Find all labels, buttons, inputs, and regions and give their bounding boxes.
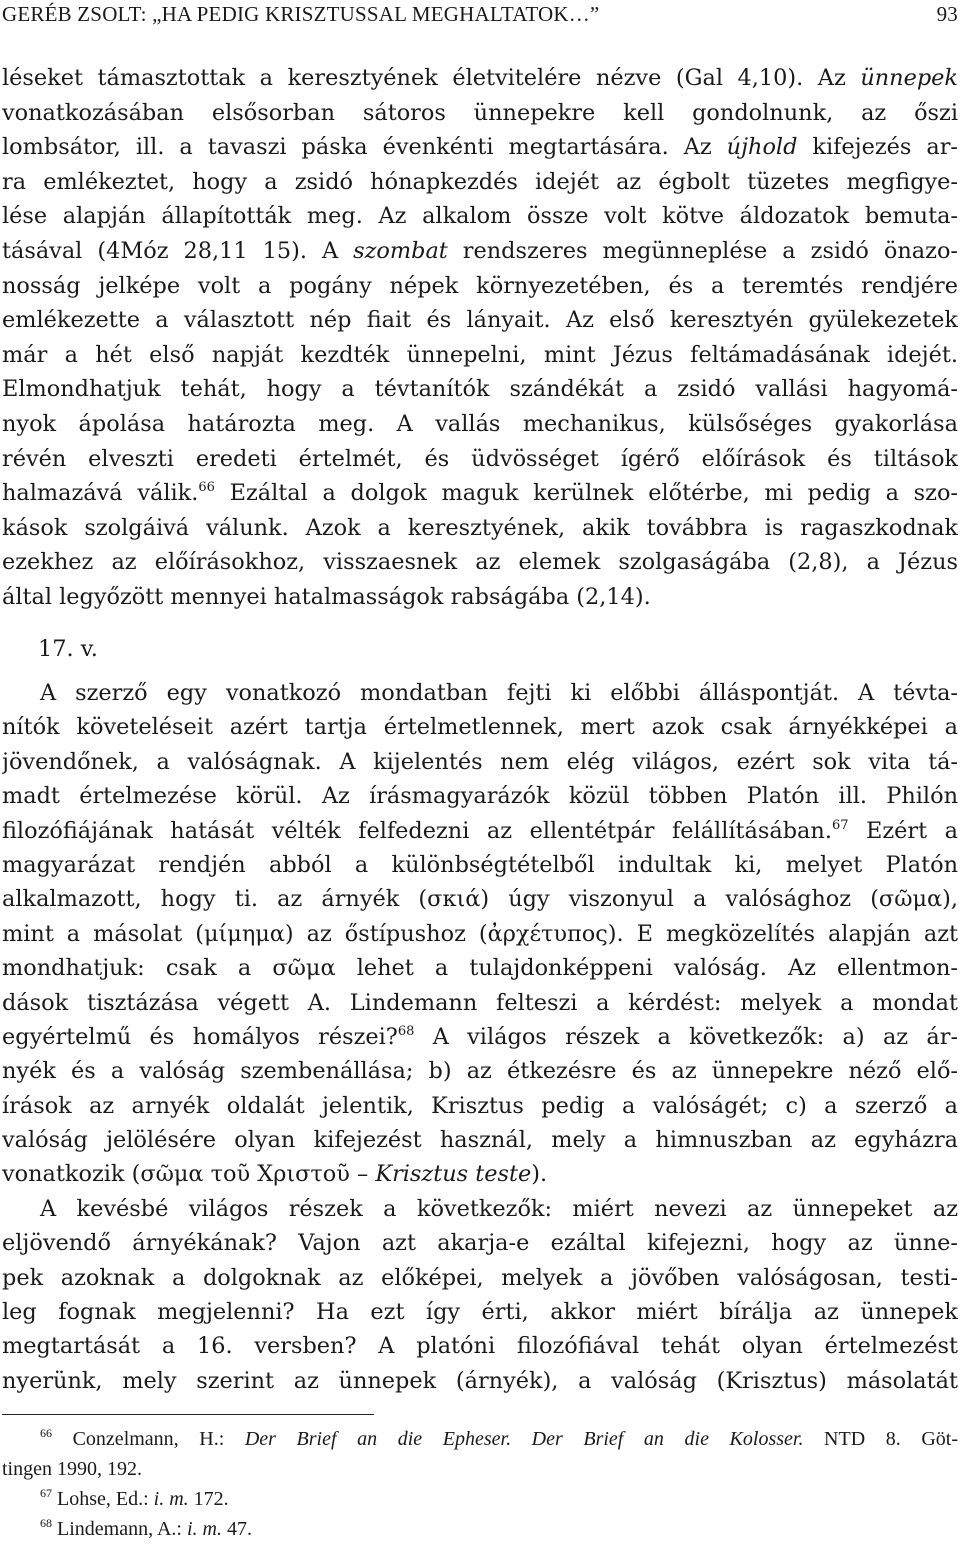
text-line: leg fognak megjelenni? Ha ezt így érti, akkor miért bírálja az ünnepek [2,1299,958,1326]
footnote-number: 66 [40,1426,52,1440]
text-line: ezekhez az előírásokhoz, visszaesnek az elemek szolgaságába (2,8), a Jézus [2,549,958,576]
text-line: kások szolgáivá válunk. Azok a keresztyének, akik továbbra is ragaszkodnak [2,514,958,541]
text-line: A kevésbé világos részek a következők: miért nevezi az ünnepeket az [40,1195,958,1222]
text-line [2,476,958,511]
footnote-title: Der Brief an die Epheser. Der Brief an die Kolosser. [244,1428,804,1450]
text-line: Elmondhatjuk tehát, hogy a tévtanítók szándékát a zsidó vallási hagyomá- [2,376,958,403]
text-line: tásával (4Móz 28,11 15). A szombat rendszeres megünneplése a zsidó önazo- [2,237,958,264]
text-line: ra emlékeztet, hogy a zsidó hónapkezdés idejét az égbolt tüzetes megfigye- [2,168,958,195]
footnote-author: Lohse, Ed.: [57,1488,154,1510]
text-segment: filozófiájának hatását vélték felfedezni az ellentétpár felállításában. [2,817,832,844]
text-line: nyok ápolása határozta meg. A vallás mechanikus, külsőséges gyakorlása [2,410,958,437]
text-line: eljövendő árnyékának? Vajon azt akarja-e ezáltal kifejezni, hogy az ünne- [2,1230,958,1257]
text-line: mint a másolat (μίμημα) az őstípushoz (ἀρχέτυπος). E megközelítés alapján azt [2,920,958,947]
footnote-66 [2,1424,958,1454]
text-line: lése alapján állapították meg. Az alkalom össze volt kötve áldozatok bemuta- [2,203,958,230]
text-line: vonatkozásában elsősorban sátoros ünnepekre kell gondolnunk, az őszi [2,99,958,126]
text-segment: egyértelmű és homályos részei? [2,1023,398,1050]
italic-term: újhold [726,134,798,161]
italic-phrase: Krisztus teste [375,1161,532,1188]
text-line: léseket támasztottak a keresztyének életvitelére nézve (Gal 4,10). Az ünnepek [2,65,958,91]
text-line: lombsátor, ill. a tavaszi páska évenkénti megtartására. Az újhold kifejezés ar- [2,134,958,161]
text-segment: A világos részek a következők: a) az ár- [432,1023,958,1050]
text-line: írások az arnyék oldalát jelentik, Krisztus pedig a valóságét; c) a szerző a [2,1092,958,1119]
footnote-ref-68[interactable]: 68 [397,1023,415,1039]
text-line: dások tisztázása végett A. Lindemann felteszi a kérdést: melyek a mondat [2,989,958,1016]
text-line: nyerünk, mely szerint az ünnepek (árnyék), a valóság (Krisztus) másolatát [2,1367,958,1394]
footnote-ref-67[interactable]: 67 [831,817,849,833]
italic-term: szombat [353,237,448,264]
footnote-rest: 47. [221,1518,252,1540]
footnote-rest: 172. [188,1488,229,1510]
text-segment: Ezáltal a dolgok maguk kerülnek előtérbe, mi pedig a szo- [229,480,958,507]
text-line [2,814,958,848]
italic-term: ünnepek [860,65,958,91]
footnote-rest: NTD 8. Göt- [803,1428,958,1450]
text-line: magyarázat rendjén abból a különbségtételből indultak ki, melyet Platón [2,851,958,878]
text-line: már a hét első napját kezdték ünnepelni, mint Jézus feltámadásának idejét. [2,341,958,368]
footnote-separator [2,1414,374,1415]
text-line: vonatkozik (σῶμα τοῦ Χριστοῦ – Krisztus teste). [2,1161,548,1188]
footnote-title: i. m. [153,1488,189,1510]
text-segment: vonatkozik (σῶμα τοῦ Χριστοῦ [2,1161,350,1188]
text-line: A szerző egy vonatkozó mondatban fejti ki előbbi álláspontját. A tévta- [40,680,958,706]
page-number: 93 [936,2,958,26]
text-segment: ). [531,1161,548,1188]
footnote-67 [2,1484,958,1514]
footnotes [2,1424,958,1544]
text-line: valóság jelölésére olyan kifejezést használ, mely a himnuszban az egyházra [2,1127,958,1154]
text-line: pek azoknak a dolgoknak az előképei, melyek a jövőben valóságosan, testi- [2,1264,958,1291]
footnote-ref-66[interactable]: 66 [198,480,215,496]
text-line: madt értelmezése körül. Az írásmagyarázók közül többen Platón ill. Philón [2,783,958,810]
footnote-author: Lindemann, A.: [57,1518,187,1540]
text-line: nosság jelképe volt a pogány népek környezetében, és a teremtés rendjére [2,272,958,299]
text-line: megtartását a 16. versben? A platóni filozófiával tehát olyan értelmezést [2,1333,958,1360]
text-line: jövendőnek, a valóságnak. A kijelentés nem elég világos, ezért sok vita tá- [2,748,958,775]
text-line [2,1020,958,1054]
footnote-number: 68 [40,1516,52,1530]
text-line: mondhatjuk: csak a σῶμα lehet a tulajdonképpeni valóság. Az ellentmon- [2,955,958,982]
section-heading: 17. v. [38,636,98,662]
paragraph-2 [2,676,958,1398]
text-segment: Ezért a [866,817,958,844]
paragraph-1 [2,61,958,615]
running-header [2,2,958,32]
footnote-number: 67 [40,1486,52,1500]
text-segment: halmazává válik. [2,480,199,507]
text-line: emlékezette a választott nép fiait és lányait. Az első keresztyén gyülekezetek [2,307,958,334]
running-title: GERÉB ZSOLT: „HA PEDIG KRISZTUSSAL MEGHALTATOK…” [2,2,600,26]
footnote-author: Conzelmann, H.: [72,1428,245,1450]
text-line: révén elveszti eredeti értelmét, és üdvösséget ígérő előírások és tiltások [2,445,958,472]
footnote-66-cont: tingen 1990, 192. [2,1458,142,1480]
footnote-title: i. m. [186,1518,222,1540]
text-line: nítók követeléseit azért tartja értelmetlennek, mert azok csak árnyékképei a [2,714,958,741]
text-line: alkalmazott, hogy ti. az árnyék (σκιά) úgy viszonyul a valósághoz (σῶμα), [2,886,958,913]
text-line: nyék és a valóság szembenállása; b) az étkezésre és az ünnepekre néző elő- [2,1058,958,1085]
text-line: által legyőzött mennyei hatalmasságok rabságába (2,14). [2,583,651,610]
footnote-68 [2,1514,958,1544]
